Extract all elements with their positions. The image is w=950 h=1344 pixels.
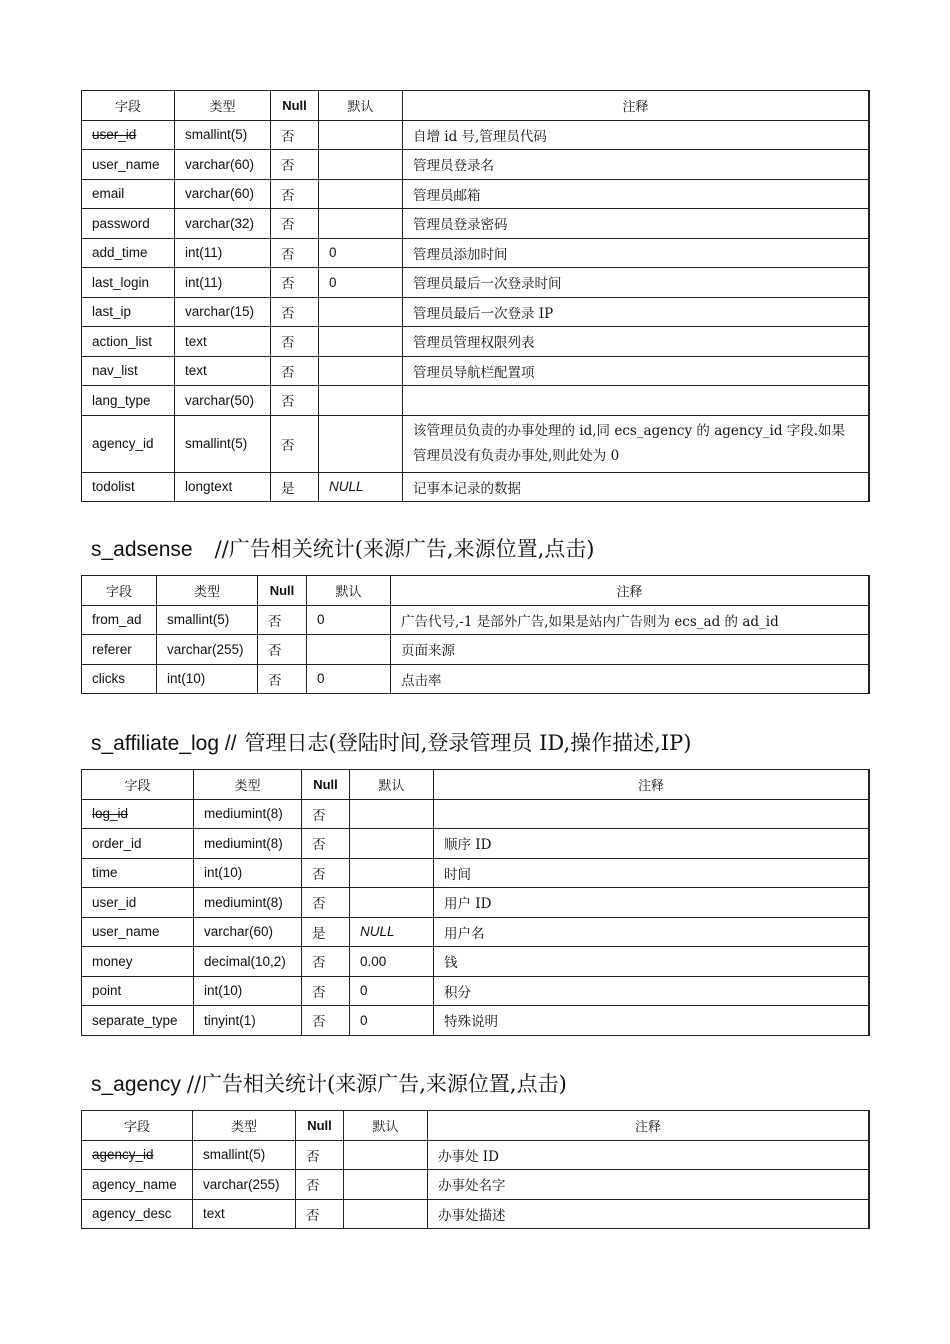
cell-comment: 管理员登录密码 — [403, 209, 870, 239]
section-title-s-adsense — [91, 533, 594, 563]
cell-field: last_login — [82, 268, 175, 298]
cell-type: varchar(60) — [175, 179, 271, 209]
header-field: 字段 — [82, 576, 157, 606]
cell-default — [350, 858, 434, 888]
header-field: 字段 — [82, 1111, 193, 1141]
table-row — [82, 635, 870, 665]
cell-default — [350, 799, 434, 829]
cell-default: 0 — [319, 238, 403, 268]
cell-default — [319, 415, 403, 472]
cell-comment: 管理员添加时间 — [403, 238, 870, 268]
cell-field: user_name — [82, 917, 194, 947]
table-row — [82, 472, 870, 502]
cell-field: referer — [82, 635, 157, 665]
cell-type: int(10) — [194, 976, 302, 1006]
header-type: 类型 — [194, 770, 302, 800]
admin-user-table — [81, 90, 870, 502]
table-header-row — [82, 1111, 870, 1141]
table-row — [82, 664, 870, 694]
cell-null: 否 — [271, 120, 319, 150]
cell-default — [319, 327, 403, 357]
cell-default — [319, 297, 403, 327]
cell-field: lang_type — [82, 386, 175, 416]
cell-field: time — [82, 858, 194, 888]
cell-field: todolist — [82, 472, 175, 502]
adsense-table — [81, 575, 870, 694]
cell-comment — [434, 799, 870, 829]
admin-user-table-block — [81, 90, 870, 502]
cell-default — [344, 1140, 428, 1170]
cell-field: password — [82, 209, 175, 239]
cell-null: 否 — [271, 268, 319, 298]
cell-default — [319, 150, 403, 180]
cell-null: 否 — [271, 150, 319, 180]
cell-comment: 办事处描述 — [428, 1199, 870, 1229]
cell-null: 否 — [271, 297, 319, 327]
cell-null: 否 — [302, 947, 350, 977]
cell-comment: 用户 ID — [434, 888, 870, 918]
table-row — [82, 386, 870, 416]
table-row — [82, 858, 870, 888]
section-title-cn: //广告相关统计(来源广告,来源位置,点击) — [186, 1072, 567, 1096]
cell-field: add_time — [82, 238, 175, 268]
header-default: 默认 — [319, 91, 403, 121]
cell-default — [344, 1170, 428, 1200]
cell-field: log_id — [82, 799, 194, 829]
cell-null: 否 — [302, 829, 350, 859]
cell-default: 0 — [307, 605, 391, 635]
cell-type: longtext — [175, 472, 271, 502]
header-type: 类型 — [175, 91, 271, 121]
cell-default: 0 — [319, 268, 403, 298]
table-row — [82, 1199, 870, 1229]
table-row — [82, 268, 870, 298]
table-header-row — [82, 576, 870, 606]
cell-field: money — [82, 947, 194, 977]
header-null: Null — [271, 91, 319, 121]
table-body — [82, 799, 870, 1035]
cell-type: smallint(5) — [157, 605, 258, 635]
table-body — [82, 1140, 870, 1229]
cell-default — [319, 356, 403, 386]
adsense-table-block — [81, 575, 870, 694]
cell-type: int(10) — [157, 664, 258, 694]
cell-default: NULL — [319, 472, 403, 502]
table-row — [82, 888, 870, 918]
cell-comment: 点击率 — [391, 664, 870, 694]
cell-field: user_id — [82, 120, 175, 150]
cell-comment: 时间 — [434, 858, 870, 888]
cell-comment: 管理员登录名 — [403, 150, 870, 180]
table-row — [82, 799, 870, 829]
cell-type: varchar(60) — [194, 917, 302, 947]
cell-field: agency_desc — [82, 1199, 193, 1229]
cell-field: action_list — [82, 327, 175, 357]
cell-type: varchar(15) — [175, 297, 271, 327]
cell-default: 0.00 — [350, 947, 434, 977]
cell-default — [319, 179, 403, 209]
cell-type: int(11) — [175, 268, 271, 298]
header-default: 默认 — [344, 1111, 428, 1141]
cell-type: mediumint(8) — [194, 888, 302, 918]
cell-null: 否 — [271, 356, 319, 386]
cell-default — [319, 386, 403, 416]
section-title-cn: //广告相关统计(来源广告,来源位置,点击) — [214, 537, 595, 561]
cell-type: mediumint(8) — [194, 799, 302, 829]
cell-comment — [403, 386, 870, 416]
table-row — [82, 605, 870, 635]
cell-field: user_id — [82, 888, 194, 918]
cell-type: varchar(255) — [193, 1170, 296, 1200]
cell-default: 0 — [350, 1006, 434, 1036]
cell-comment: 特殊说明 — [434, 1006, 870, 1036]
cell-field: user_name — [82, 150, 175, 180]
header-comment: 注释 — [434, 770, 870, 800]
header-comment: 注释 — [403, 91, 870, 121]
cell-null: 否 — [271, 209, 319, 239]
agency-table-block — [81, 1110, 870, 1229]
cell-null: 否 — [302, 1006, 350, 1036]
cell-type: smallint(5) — [175, 120, 271, 150]
header-null: Null — [296, 1111, 344, 1141]
cell-null: 否 — [258, 635, 307, 665]
table-row — [82, 179, 870, 209]
cell-null: 否 — [258, 664, 307, 694]
cell-null: 否 — [302, 799, 350, 829]
cell-null: 否 — [258, 605, 307, 635]
table-row — [82, 209, 870, 239]
header-null: Null — [258, 576, 307, 606]
cell-type: mediumint(8) — [194, 829, 302, 859]
cell-comment: 管理员最后一次登录 IP — [403, 297, 870, 327]
section-title-en: s_agency — [91, 1073, 181, 1096]
table-row — [82, 120, 870, 150]
table-row — [82, 829, 870, 859]
header-field: 字段 — [82, 770, 194, 800]
cell-comment: 积分 — [434, 976, 870, 1006]
cell-type: smallint(5) — [175, 415, 271, 472]
table-row — [82, 327, 870, 357]
table-row — [82, 415, 870, 472]
cell-field: agency_id — [82, 415, 175, 472]
cell-null: 否 — [271, 179, 319, 209]
cell-null: 否 — [302, 976, 350, 1006]
cell-default: 0 — [307, 664, 391, 694]
header-comment: 注释 — [391, 576, 870, 606]
cell-null: 否 — [296, 1170, 344, 1200]
table-row — [82, 297, 870, 327]
cell-default — [307, 635, 391, 665]
cell-default — [344, 1199, 428, 1229]
cell-type: varchar(60) — [175, 150, 271, 180]
affiliate-log-table — [81, 769, 870, 1036]
table-row — [82, 238, 870, 268]
agency-table — [81, 1110, 870, 1229]
cell-null: 否 — [302, 888, 350, 918]
cell-default — [319, 209, 403, 239]
cell-type: varchar(50) — [175, 386, 271, 416]
cell-null: 否 — [271, 238, 319, 268]
cell-null: 是 — [271, 472, 319, 502]
cell-comment: 钱 — [434, 947, 870, 977]
section-title-cn: 管理日志(登陆时间,登录管理员 ID,操作描述,IP) — [244, 731, 692, 755]
table-row — [82, 917, 870, 947]
cell-type: varchar(32) — [175, 209, 271, 239]
cell-field: clicks — [82, 664, 157, 694]
cell-null: 否 — [271, 327, 319, 357]
cell-field: order_id — [82, 829, 194, 859]
cell-field: last_ip — [82, 297, 175, 327]
cell-field: agency_id — [82, 1140, 193, 1170]
cell-null: 否 — [302, 858, 350, 888]
header-type: 类型 — [157, 576, 258, 606]
affiliate-log-table-block — [81, 769, 870, 1036]
cell-field: separate_type — [82, 1006, 194, 1036]
section-title-s-affiliate-log — [91, 727, 691, 757]
cell-type: smallint(5) — [193, 1140, 296, 1170]
cell-comment: 页面来源 — [391, 635, 870, 665]
table-row — [82, 1140, 870, 1170]
table-row — [82, 947, 870, 977]
cell-type: int(11) — [175, 238, 271, 268]
cell-type: tinyint(1) — [194, 1006, 302, 1036]
table-row — [82, 150, 870, 180]
section-title-en: s_affiliate_log // — [91, 732, 237, 755]
cell-default — [350, 888, 434, 918]
header-default: 默认 — [350, 770, 434, 800]
cell-comment: 管理员最后一次登录时间 — [403, 268, 870, 298]
cell-field: from_ad — [82, 605, 157, 635]
table-body — [82, 120, 870, 502]
table-row — [82, 1170, 870, 1200]
cell-comment: 管理员邮箱 — [403, 179, 870, 209]
header-null: Null — [302, 770, 350, 800]
cell-comment: 自增 id 号,管理员代码 — [403, 120, 870, 150]
cell-type: int(10) — [194, 858, 302, 888]
cell-null: 否 — [296, 1140, 344, 1170]
cell-default — [350, 829, 434, 859]
header-default: 默认 — [307, 576, 391, 606]
cell-comment: 广告代号,-1 是部外广告,如果是站内广告则为 ecs_ad 的 ad_id — [391, 605, 870, 635]
cell-comment: 顺序 ID — [434, 829, 870, 859]
cell-comment: 办事处名字 — [428, 1170, 870, 1200]
table-row — [82, 976, 870, 1006]
cell-field: nav_list — [82, 356, 175, 386]
cell-null: 是 — [302, 917, 350, 947]
cell-comment: 该管理员负责的办事处理的 id,同 ecs_agency 的 agency_id 字段.如果管理员没有负责办事处,则此处为 0 — [403, 415, 870, 472]
cell-null: 否 — [296, 1199, 344, 1229]
cell-type: varchar(255) — [157, 635, 258, 665]
header-field: 字段 — [82, 91, 175, 121]
table-header-row — [82, 770, 870, 800]
cell-type: text — [175, 327, 271, 357]
cell-type: text — [193, 1199, 296, 1229]
cell-field: email — [82, 179, 175, 209]
header-comment: 注释 — [428, 1111, 870, 1141]
section-title-en: s_adsense — [91, 538, 193, 561]
table-row — [82, 356, 870, 386]
cell-comment: 管理员管理权限列表 — [403, 327, 870, 357]
section-title-s-agency — [91, 1068, 567, 1098]
cell-default: NULL — [350, 917, 434, 947]
cell-field: agency_name — [82, 1170, 193, 1200]
cell-default: 0 — [350, 976, 434, 1006]
cell-comment: 记事本记录的数据 — [403, 472, 870, 502]
cell-type: decimal(10,2) — [194, 947, 302, 977]
cell-field: point — [82, 976, 194, 1006]
header-type: 类型 — [193, 1111, 296, 1141]
table-row — [82, 1006, 870, 1036]
cell-default — [319, 120, 403, 150]
table-header-row — [82, 91, 870, 121]
cell-comment: 管理员导航栏配置项 — [403, 356, 870, 386]
cell-type: text — [175, 356, 271, 386]
cell-comment: 办事处 ID — [428, 1140, 870, 1170]
cell-null: 否 — [271, 386, 319, 416]
table-body — [82, 605, 870, 694]
cell-comment: 用户名 — [434, 917, 870, 947]
cell-null: 否 — [271, 415, 319, 472]
